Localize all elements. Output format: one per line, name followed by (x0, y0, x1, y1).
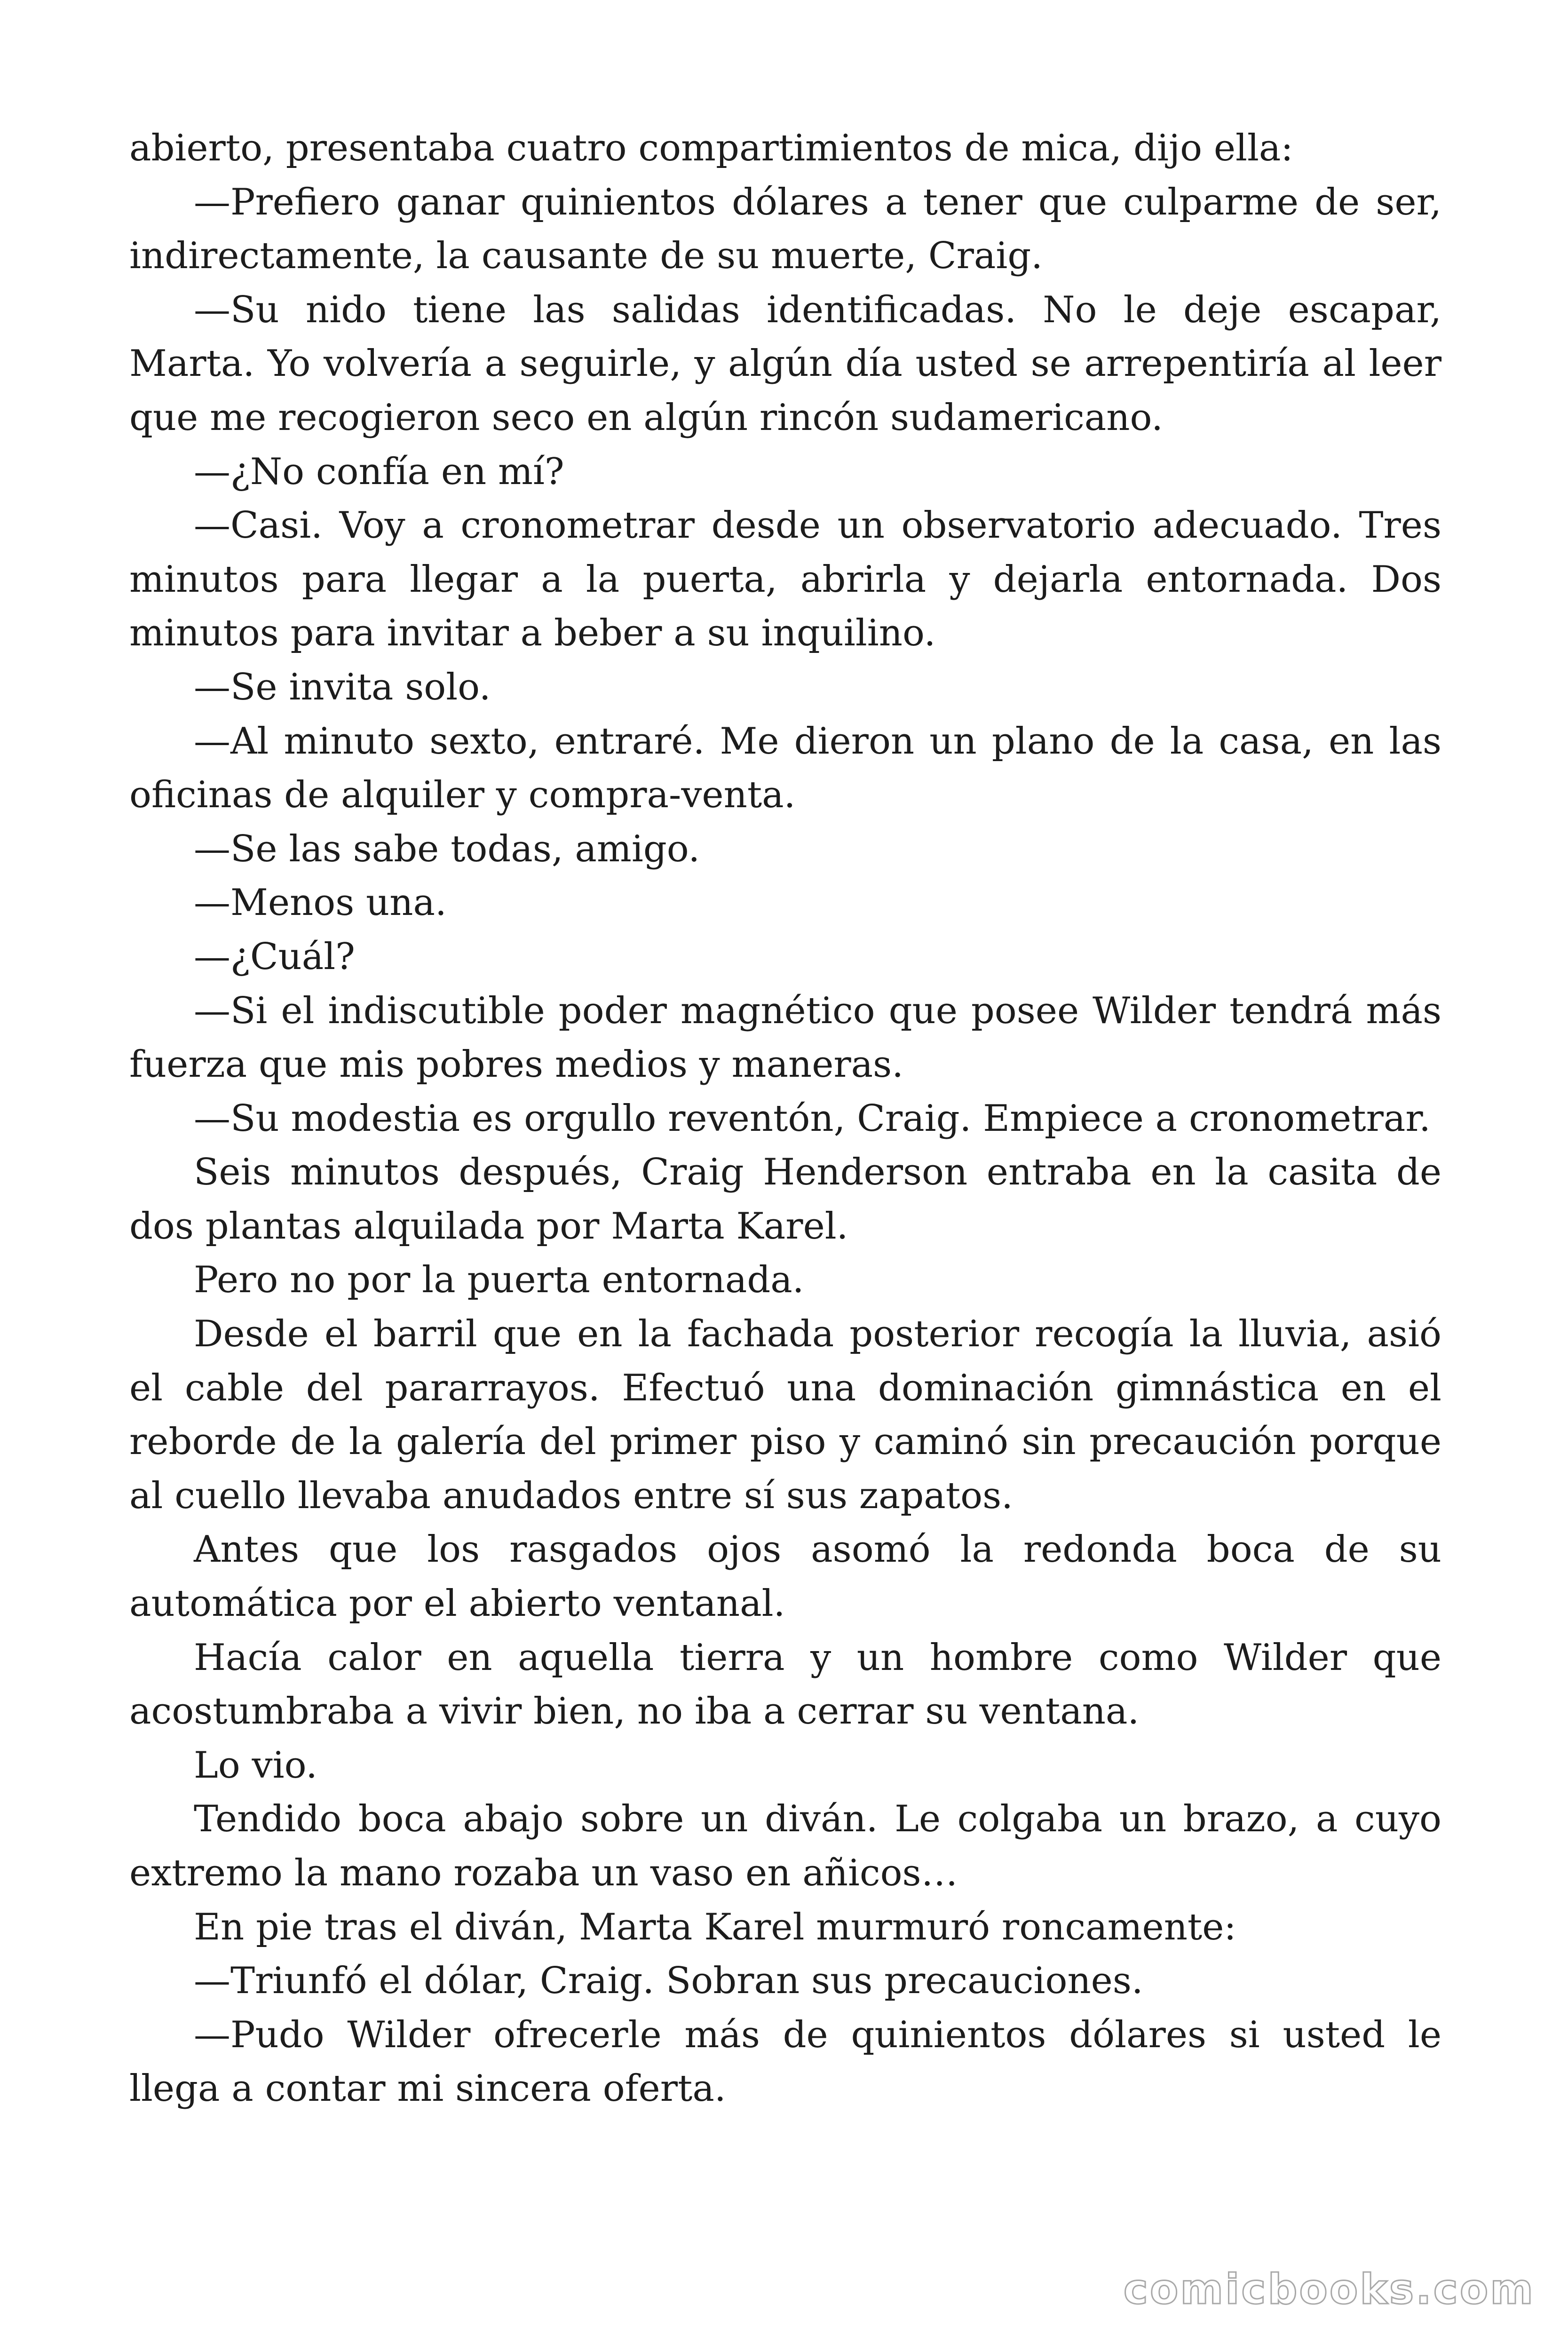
body-text (129, 121, 1441, 2116)
paragraph: —¿No confía en mí? (194, 450, 564, 493)
paragraph: Hacía calor en aquella tierra y un hombre como Wilder que acostumbraba a vivir bien, no iba a cerrar su ventana. (129, 1636, 1441, 1733)
paragraph: —Menos una. (194, 882, 447, 924)
paragraph: Lo vio. (194, 1744, 317, 1787)
paragraph: Antes que los rasgados ojos asomó la redonda boca de su automática por el abierto ventanal. (129, 1528, 1441, 1625)
paragraph: —Se invita solo. (194, 666, 491, 708)
paragraph: Pero no por la puerta entornada. (194, 1259, 804, 1302)
paragraph: En pie tras el diván, Marta Karel murmuró roncamente: (194, 1906, 1236, 1948)
paragraph: —Si el indiscutible poder magnético que posee Wilder tendrá más fuerza que mis pobres medios y maneras. (129, 989, 1441, 1086)
paragraph: —Su modestia es orgullo reventón, Craig. Empiece a cronometrar. (194, 1097, 1431, 1140)
paragraph: —Su nido tiene las salidas identificadas. No le deje escapar, Marta. Yo volvería a seguirle, y algún día usted se arrepentiría al leer que me recogieron seco en algún rincón sudamericano. (129, 288, 1441, 439)
paragraph: abierto, presentaba cuatro compartimientos de mica, dijo ella: (129, 127, 1293, 169)
paragraph: Tendido boca abajo sobre un diván. Le colgaba un brazo, a cuyo extremo la mano rozaba un vaso en añicos… (129, 1798, 1441, 1894)
watermark: comicbooks.com (1123, 2265, 1535, 2313)
paragraph: Desde el barril que en la fachada posterior recogía la lluvia, asió el cable del pararrayos. Efectuó una dominación gimnástica en el reborde de la galería del primer piso y caminó sin precaución porque al cuello llevaba anudados entre sí sus zapatos. (129, 1313, 1441, 1517)
paragraph: —Triunfó el dólar, Craig. Sobran sus precauciones. (194, 1960, 1143, 2002)
paragraph: —Al minuto sexto, entraré. Me dieron un plano de la casa, en las oficinas de alquiler y compra-venta. (129, 720, 1441, 817)
paragraph: —Prefiero ganar quinientos dólares a tener que culparme de ser, indirectamente, la causante de su muerte, Craig. (129, 181, 1441, 278)
paragraph: —¿Cuál? (194, 935, 356, 978)
paragraph: Seis minutos después, Craig Henderson entraba en la casita de dos plantas alquilada por Marta Karel. (129, 1151, 1441, 1248)
paragraph: —Pudo Wilder ofrecerle más de quinientos dólares si usted le llega a contar mi sincera oferta. (129, 2013, 1441, 2110)
paragraph: —Se las sabe todas, amigo. (194, 827, 700, 870)
paragraph: —Casi. Voy a cronometrar desde un observatorio adecuado. Tres minutos para llegar a la puerta, abrirla y dejarla entornada. Dos minutos para invitar a beber a su inquilino. (129, 504, 1441, 655)
